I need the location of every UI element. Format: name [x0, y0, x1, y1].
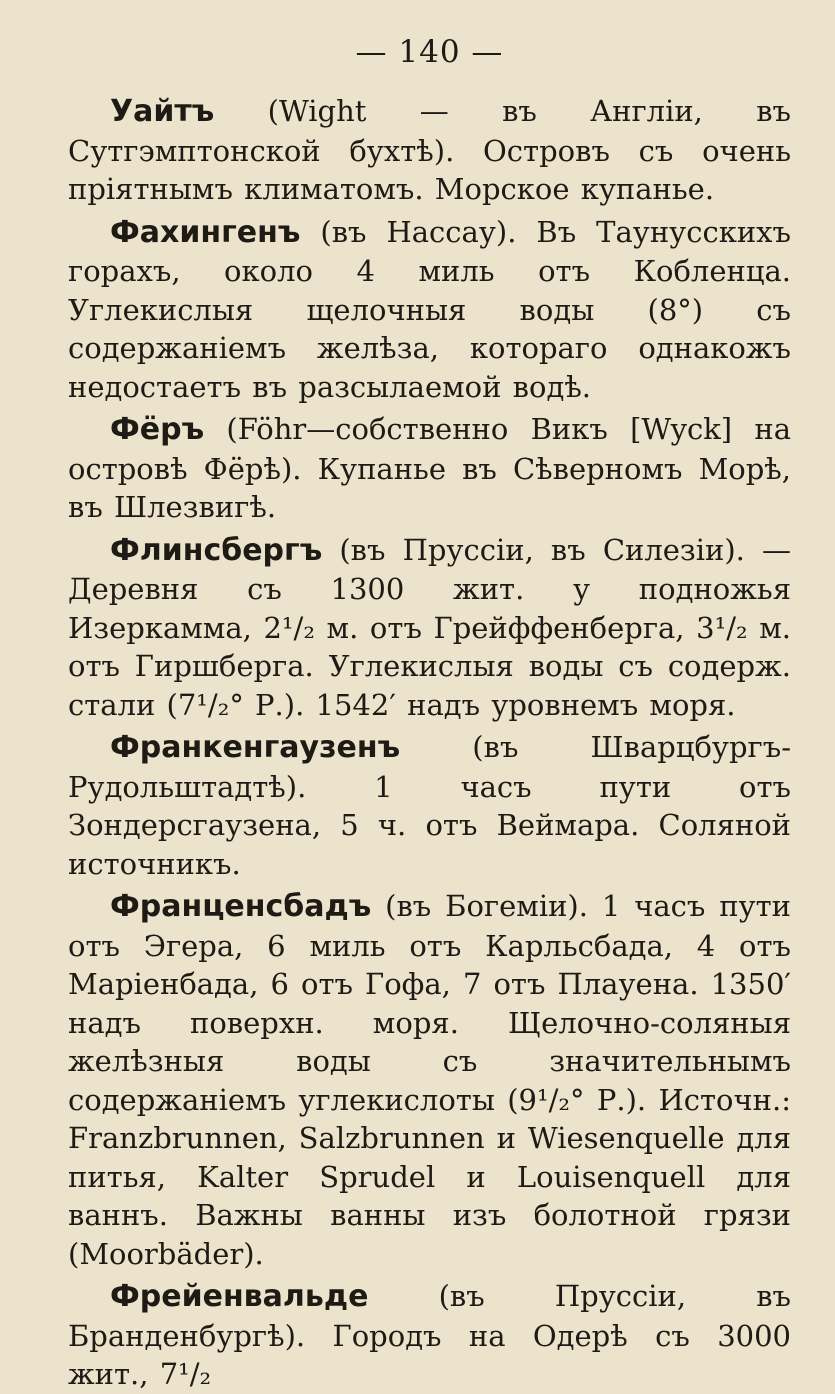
entry-text: (въ Пруссіи, въ Силезіи). — Деревня съ 1300 жит. у подножья Изеркамма, 2¹/₂ м. отъ Грейффенберга, 3¹/₂ м. отъ Гиршберга. Углекислыя воды съ содерж. стали (7¹/₂° Р.). 1542′ надъ уровнемъ моря. — [68, 532, 791, 722]
entry-text: (въ Богеміи). 1 часъ пути отъ Эгера, 6 миль отъ Карльсбада, 4 отъ Маріенбада, 6 отъ Гофа, 7 отъ Плауена. 1350′ надъ поверхн. моря. Щелочно-соляныя желѣзныя воды съ значительнымъ содержаніемъ углекислоты (9¹/₂° Р.). Источн.: Franzbrunnen, Salzbrunnen и Wiesenquelle для питья, Kalter Sprudel и Louisenquell для ваннъ. Важны ванны изъ болотной грязи (Moorbäder). — [68, 889, 791, 1271]
entry-franzensbad — [68, 887, 791, 1273]
entry-heading: Фёръ — [110, 412, 205, 447]
entry-flinsberg — [68, 531, 791, 725]
entry-heading: Франценсбадъ — [110, 889, 372, 924]
entry-text: (Wight — въ Англіи, въ Сутгэмптонской бухтѣ). Островъ съ очень пріятнымъ климатомъ. Морское купанье. — [68, 94, 791, 206]
page-number: — 140 — — [355, 34, 504, 70]
entry-text: (Föhr—собственно Викъ [Wyck] на островѣ Фёрѣ). Купанье въ Сѣверномъ Морѣ, въ Шлезвигѣ. — [68, 412, 791, 524]
entry-fachingen — [68, 213, 791, 407]
entry-wight — [68, 92, 791, 209]
entry-heading: Франкенгаузенъ — [110, 730, 401, 765]
entry-heading: Фахингенъ — [110, 214, 301, 250]
entry-heading: Уайтъ — [110, 94, 215, 129]
entry-freienwalde — [68, 1277, 791, 1394]
entry-text: (въ Шварцбургъ-Рудольштадтѣ). 1 часъ пути отъ Зондерсгаузена, 5 ч. отъ Веймара. Соляной источникъ. — [68, 730, 791, 881]
entry-text: (въ Нассау). Въ Таунусскихъ горахъ, около 4 миль отъ Кобленца. Углекислыя щелочныя воды (8°) съ содержаніемъ желѣза, котораго однакожъ недостаетъ въ разсылаемой водѣ. — [68, 214, 791, 404]
entry-heading: Фрейенвальде — [110, 1279, 369, 1314]
entry-frankenhausen — [68, 728, 791, 883]
entry-text: (въ Пруссіи, въ Бранденбургѣ). Городъ на Одерѣ съ 3000 жит., 7¹/₂ — [68, 1279, 791, 1391]
entry-heading: Флинсбергъ — [110, 532, 323, 568]
entry-foehr — [68, 410, 791, 527]
